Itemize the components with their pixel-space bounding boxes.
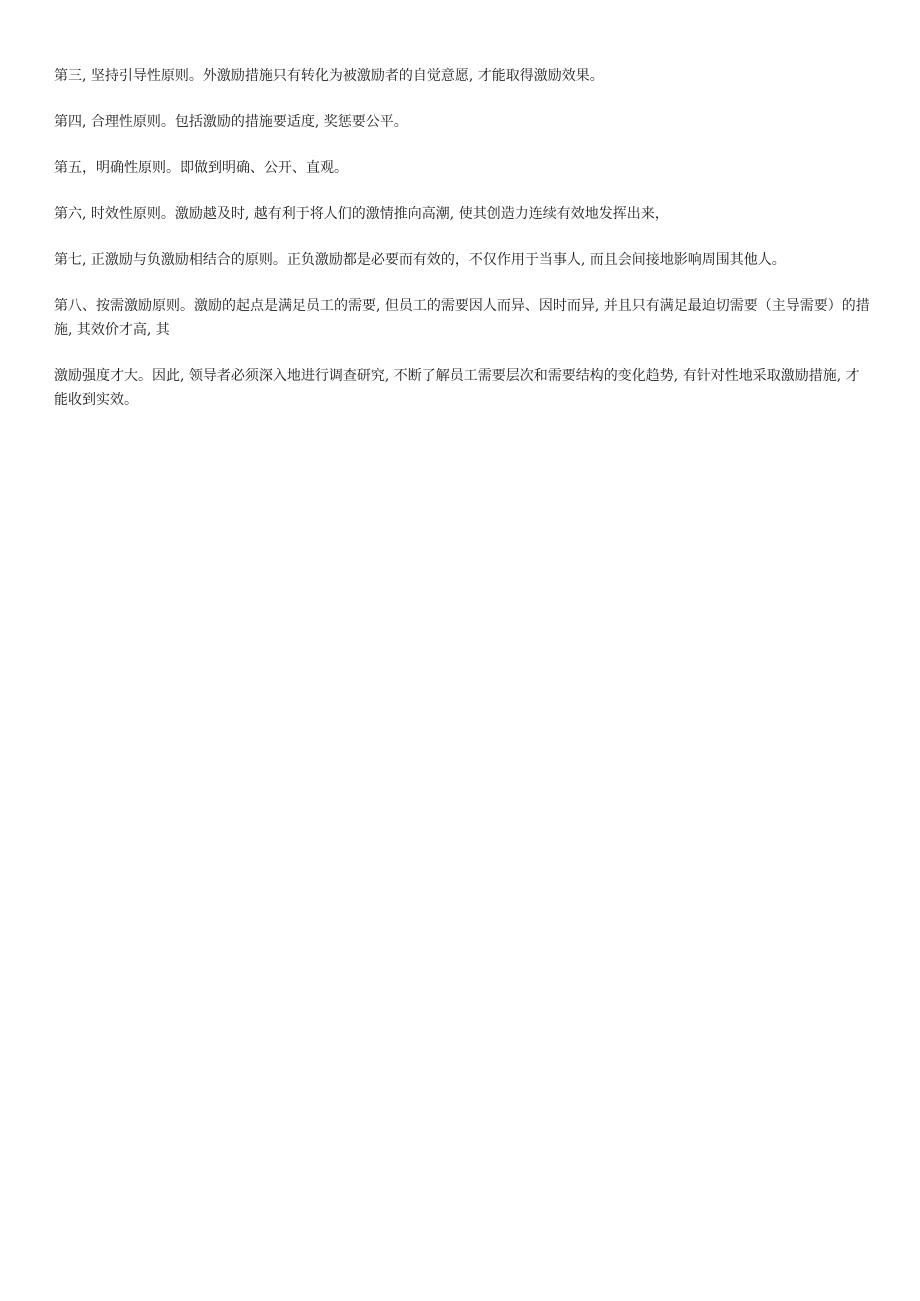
- paragraph-principle-5: 第五，明确性原则。即做到明确、公开、直观。: [54, 160, 348, 176]
- paragraph-principle-8: 第八、按需激励原则。激励的起点是满足员工的需要, 但员工的需要因人而异、因时而异, 并且只有满足最迫切需要（主导需要）的措施, 其效价才高, 其: [54, 298, 870, 338]
- document-body: [54, 64, 870, 434]
- paragraph-principle-3: 第三, 坚持引导性原则。外激励措施只有转化为被激励者的自觉意愿, 才能取得激励效果。: [54, 68, 604, 84]
- paragraph-principle-7: 第七, 正激励与负激励相结合的原则。正负激励都是必要而有效的，不仅作用于当事人, 而且会间接地影响周围其他人。: [54, 252, 786, 268]
- paragraph-principle-8-continued: 激励强度才大。因此, 领导者必须深入地进行调查研究, 不断了解员工需要层次和需要结构的变化趋势, 有针对性地采取激励措施, 才能收到实效。: [54, 368, 860, 408]
- paragraph-principle-6: 第六, 时效性原则。激励越及时, 越有利于将人们的激情推向高潮, 使其创造力连续有效地发挥出来，: [54, 206, 669, 222]
- paragraph-principle-4: 第四, 合理性原则。包括激励的措施要适度, 奖惩要公平。: [54, 114, 408, 130]
